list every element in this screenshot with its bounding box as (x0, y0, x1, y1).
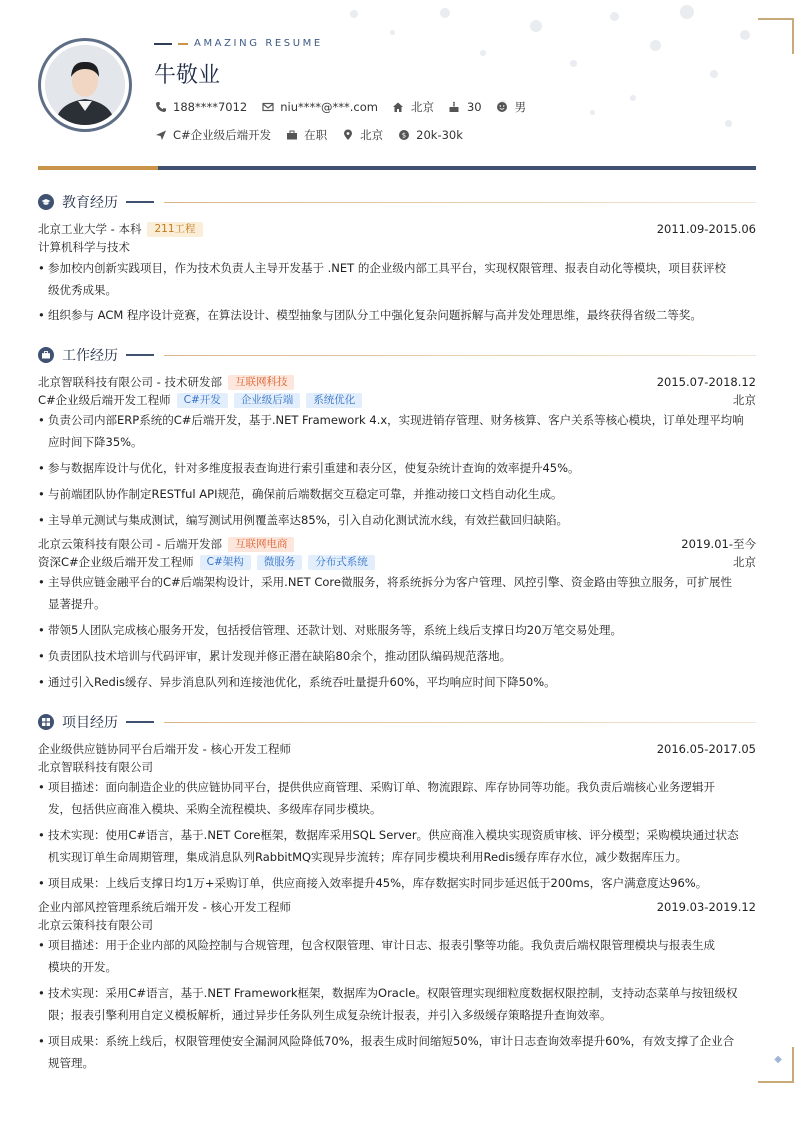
education-bullet: • 参加校内创新实践项目，作为技术负责人主导开发基于 .NET 的企业级内部工具平台，实现权限管理、报表自动化等模块，项目获评校 级优秀成果。 (38, 257, 756, 301)
job-date: 2015.07-2018.12 (656, 375, 756, 389)
skill-tag: 企业级后端 (234, 393, 301, 408)
gender: 男 (514, 100, 527, 114)
major: 计算机科学与技术 (38, 240, 130, 254)
phone: 188****7012 (173, 100, 248, 114)
header-divider (38, 166, 756, 170)
skill-tag: 系统优化 (306, 393, 362, 408)
city: 北京 (410, 100, 434, 114)
send-icon (154, 129, 167, 142)
skill-tag: C#架构 (200, 555, 251, 570)
job-city: 北京 (733, 555, 756, 569)
education-date: 2011.09-2015.06 (656, 222, 756, 236)
school-tag: 211工程 (147, 222, 202, 237)
project-company-row (38, 917, 756, 933)
project-bullet: • 项目成果：系统上线后，权限管理使安全漏洞风险降低70%，报表生成时间缩短50%，审计日志查询效率提升60%，有效支撑了企业合 规管理。 (38, 1030, 756, 1074)
target-role: C#企业级后端开发 (173, 128, 272, 142)
job-bullet: • 主导供应链金融平台的C#后端架构设计，采用.NET Core微服务，将系统拆分为客户管理、风控引擎、资金路由等独立服务，可扩展性 显著提升。 (38, 571, 756, 615)
project-bullet: • 技术实现：采用C#语言，基于.NET Framework框架，数据库为Oracle。权限管理实现细粒度数据权限控制，支持动态菜单与按钮级权 限；报表引擎利用自定义模板解析，通过异步任务队列生成复杂统计报表，并引入多级缓存策略提升查询效率。 (38, 982, 756, 1026)
cake-icon (448, 101, 461, 114)
candidate-name: 牛敬业 (154, 63, 221, 88)
skill-tag: 分布式系统 (308, 555, 375, 570)
job-bullet: • 与前端团队协作制定RESTful API规范，确保前后端数据交互稳定可靠，并推动接口文档自动化生成。 (38, 483, 756, 505)
skill-tag: C#开发 (177, 393, 228, 408)
role: 资深C#企业级后端开发工程师 (38, 555, 194, 569)
graduation-cap-icon (38, 194, 54, 210)
job-bullet: • 负责团队技术培训与代码评审，累计发现并修正潜在缺陷80余个，推动团队编码规范落地。 (38, 645, 756, 667)
project-bullet: • 项目描述：用于企业内部的风险控制与合规管理，包含权限管理、审计日志、报表引擎等功能。我负责后端权限管理模块与报表生成 模块的开发。 (38, 934, 756, 978)
contact-row (154, 99, 540, 115)
tagline-text: AMAZING RESUME (194, 38, 323, 49)
section-title: 工作经历 (62, 348, 118, 364)
section-projects-header (38, 712, 756, 732)
section-education-header (38, 192, 756, 212)
skill-tag: 微服务 (257, 555, 303, 570)
email: niu****@***.com (280, 100, 378, 114)
industry-tag: 互联网电商 (228, 537, 295, 552)
target-city: 北京 (360, 128, 384, 142)
smile-icon (496, 101, 509, 114)
salary: 20k-30k (416, 128, 463, 142)
project-title-row (38, 899, 756, 915)
mail-icon (261, 101, 274, 114)
company: 北京智联科技有限公司 - 技术研发部 (38, 375, 222, 389)
industry-tag: 互联网科技 (228, 375, 295, 390)
company: 北京云策科技有限公司 - 后端开发部 (38, 537, 222, 551)
job-company-row (38, 374, 756, 390)
project-bullet: • 项目描述：面向制造企业的供应链协同平台，提供供应商管理、采购订单、物流跟踪、库存协同等功能。我负责后端核心业务逻辑开 发，包括供应商准入模块、采购全流程模块、多级库存同步模块。 (38, 776, 756, 820)
age: 30 (466, 100, 482, 114)
briefcase-icon (285, 129, 298, 142)
job-role-row (38, 392, 756, 408)
project-company: 北京智联科技有限公司 (38, 760, 153, 774)
diamond-icon: ◆ (774, 1054, 782, 1065)
job-role-row (38, 554, 756, 570)
project-title-row (38, 741, 756, 757)
tagline (154, 38, 323, 49)
coin-icon (397, 129, 410, 142)
section-work-header (38, 345, 756, 365)
project-name: 企业内部风控管理系统后端开发 - 核心开发工程师 (38, 900, 291, 914)
job-intent-row (154, 127, 477, 143)
corner-decoration-top (758, 18, 794, 54)
education-school-row (38, 221, 756, 237)
job-bullet: • 参与数据库设计与优化，针对多维度报表查询进行索引重建和表分区，使复杂统计查询的效率提升45%。 (38, 457, 756, 479)
project-bullet: • 项目成果：上线后支撑日均1万+采购订单，供应商接入效率提升45%，库存数据实时同步延迟低于200ms，客户满意度达96%。 (38, 872, 756, 894)
section-title: 项目经历 (62, 715, 118, 731)
education-major-row (38, 239, 756, 255)
job-bullet: • 负责公司内部ERP系统的C#后端开发，基于.NET Framework 4.x，实现进销存管理、财务核算、客户关系等核心模块，订单处理平均响 应时间下降35%。 (38, 409, 756, 453)
project-bullet: • 技术实现：使用C#语言，基于.NET Core框架，数据库采用SQL Server。供应商准入模块实现资质审核、评分模型；采购模块通过状态 机实现订单生命周期管理，集成消息队列RabbitMQ实现异步流转；库存同步模块利用Redis缓存库存水位，减少数据库压力。 (38, 824, 756, 868)
job-bullet: • 主导单元测试与集成测试，编写测试用例覆盖率达85%，引入自动化测试流水线，有效拦截回归缺陷。 (38, 509, 756, 531)
job-company-row (38, 536, 756, 552)
education-bullet: • 组织参与 ACM 程序设计竞赛，在算法设计、模型抽象与团队分工中强化复杂问题拆解与高并发处理思维，最终获得省级二等奖。 (38, 304, 756, 326)
job-date: 2019.01-至今 (681, 537, 756, 551)
role: C#企业级后端开发工程师 (38, 393, 171, 407)
phone-icon (154, 101, 167, 114)
project-date: 2019.03-2019.12 (656, 900, 756, 914)
briefcase-icon (38, 347, 54, 363)
section-title: 教育经历 (62, 195, 118, 211)
job-city: 北京 (733, 393, 756, 407)
home-icon (392, 101, 405, 114)
school: 北京工业大学 - 本科 (38, 222, 142, 236)
job-status: 在职 (304, 128, 328, 142)
job-bullet: • 通过引入Redis缓存、异步消息队列和连接池优化，系统吞吐量提升60%，平均响应时间下降50%。 (38, 671, 756, 693)
avatar (38, 38, 132, 132)
project-date: 2016.05-2017.05 (656, 742, 756, 756)
svg-text:$: $ (401, 131, 406, 140)
location-pin-icon (341, 129, 354, 142)
corner-decoration-bottom (758, 1047, 794, 1083)
project-company: 北京云策科技有限公司 (38, 918, 153, 932)
job-bullet: • 带领5人团队完成核心服务开发，包括授信管理、还款计划、对账服务等，系统上线后支撑日均20万笔交易处理。 (38, 619, 756, 641)
grid-icon (38, 714, 54, 730)
project-company-row (38, 759, 756, 775)
project-name: 企业级供应链协同平台后端开发 - 核心开发工程师 (38, 742, 291, 756)
